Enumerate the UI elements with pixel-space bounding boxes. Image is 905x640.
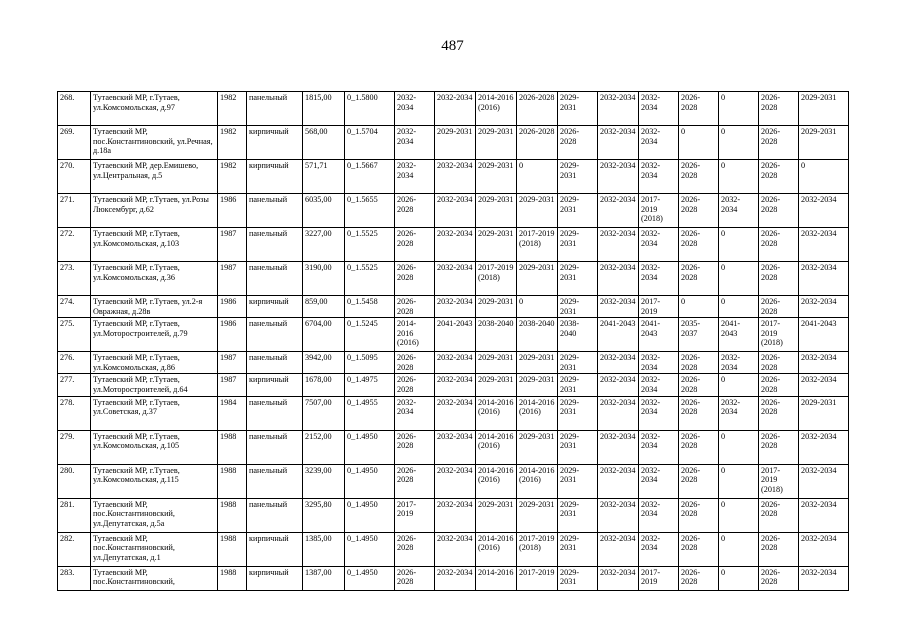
term-8-cell: 0 [679,126,719,160]
term-10-cell: 2026-2028 [759,498,799,532]
area-cell: 2152,00 [303,430,345,464]
term-9-cell: 0 [719,160,759,194]
term-7-cell: 2032-2034 [639,396,679,430]
wall-material-cell: панельный [247,318,303,352]
year-built-cell: 1988 [218,566,247,590]
term-6-cell: 2032-2034 [598,92,639,126]
term-6-cell: 2032-2034 [598,566,639,590]
term-3-cell: 2029-2031 [476,352,517,374]
term-8-cell: 2026-2028 [679,374,719,396]
priority-index-cell: 0_1.4955 [345,396,395,430]
row-number-cell: 280. [58,464,91,498]
term-5-cell: 2029-2031 [558,498,598,532]
term-3-cell: 2029-2031 [476,374,517,396]
wall-material-cell: кирпичный [247,126,303,160]
wall-material-cell: панельный [247,430,303,464]
priority-index-cell: 0_1.5525 [345,262,395,296]
term-1-cell: 2017-2019 [395,498,435,532]
address-cell: Тутаевский МР, г.Тутаев, ул.Комсомольская, д.115 [91,464,218,498]
priority-index-cell: 0_1.5095 [345,352,395,374]
term-6-cell: 2032-2034 [598,160,639,194]
term-6-cell: 2032-2034 [598,352,639,374]
area-cell: 7507,00 [303,396,345,430]
row-number-cell: 282. [58,532,91,566]
term-4-cell: 2026-2028 [517,126,558,160]
term-1-cell: 2032-2034 [395,160,435,194]
area-cell: 3942,00 [303,352,345,374]
term-4-cell: 2029-2031 [517,262,558,296]
term-1-cell: 2032-2034 [395,396,435,430]
wall-material-cell: кирпичный [247,374,303,396]
term-3-cell: 2029-2031 [476,194,517,228]
address-cell: Тутаевский МР, г.Тутаев, ул.Комсомольская, д.36 [91,262,218,296]
term-11-cell: 2041-2043 [799,318,849,352]
term-8-cell: 2026-2028 [679,532,719,566]
term-11-cell: 2032-2034 [799,296,849,318]
term-1-cell: 2026-2028 [395,374,435,396]
term-6-cell: 2032-2034 [598,194,639,228]
row-number-cell: 274. [58,296,91,318]
term-5-cell: 2029-2031 [558,296,598,318]
term-10-cell: 2026-2028 [759,296,799,318]
area-cell: 1385,00 [303,532,345,566]
term-5-cell: 2029-2031 [558,160,598,194]
row-number-cell: 268. [58,92,91,126]
term-3-cell: 2029-2031 [476,228,517,262]
area-cell: 3239,00 [303,464,345,498]
term-3-cell: 2014-2016 (2016) [476,92,517,126]
priority-index-cell: 0_1.4950 [345,498,395,532]
term-9-cell: 2032-2034 [719,352,759,374]
term-5-cell: 2029-2031 [558,396,598,430]
table-row [58,374,849,396]
term-11-cell: 2032-2034 [799,430,849,464]
term-4-cell: 2014-2016 (2016) [517,396,558,430]
row-number-cell: 277. [58,374,91,396]
row-number-cell: 278. [58,396,91,430]
wall-material-cell: панельный [247,92,303,126]
address-cell: Тутаевский МР, пос.Константиновский, ул.Речная, д.18а [91,126,218,160]
row-number-cell: 279. [58,430,91,464]
term-7-cell: 2032-2034 [639,430,679,464]
term-10-cell: 2026-2028 [759,532,799,566]
term-8-cell: 2026-2028 [679,194,719,228]
wall-material-cell: кирпичный [247,532,303,566]
term-9-cell: 0 [719,430,759,464]
wall-material-cell: панельный [247,464,303,498]
term-4-cell: 2014-2016 (2016) [517,464,558,498]
table-row [58,464,849,498]
area-cell: 571,71 [303,160,345,194]
row-number-cell: 276. [58,352,91,374]
term-8-cell: 2026-2028 [679,160,719,194]
term-3-cell: 2029-2031 [476,498,517,532]
term-6-cell: 2032-2034 [598,430,639,464]
term-11-cell: 2029-2031 [799,396,849,430]
term-1-cell: 2026-2028 [395,464,435,498]
term-2-cell: 2032-2034 [435,430,476,464]
year-built-cell: 1987 [218,352,247,374]
term-6-cell: 2041-2043 [598,318,639,352]
term-6-cell: 2032-2034 [598,374,639,396]
row-number-cell: 281. [58,498,91,532]
term-10-cell: 2026-2028 [759,396,799,430]
term-1-cell: 2026-2028 [395,430,435,464]
term-2-cell: 2032-2034 [435,498,476,532]
row-number-cell: 273. [58,262,91,296]
term-4-cell: 2029-2031 [517,430,558,464]
term-7-cell: 2032-2034 [639,498,679,532]
term-5-cell: 2029-2031 [558,374,598,396]
term-10-cell: 2026-2028 [759,160,799,194]
term-8-cell: 2035-2037 [679,318,719,352]
term-1-cell: 2032-2034 [395,92,435,126]
term-1-cell: 2014-2016 (2016) [395,318,435,352]
term-3-cell: 2014-2016 (2016) [476,532,517,566]
area-cell: 3227,00 [303,228,345,262]
term-3-cell: 2029-2031 [476,296,517,318]
area-cell: 1387,00 [303,566,345,590]
term-10-cell: 2026-2028 [759,194,799,228]
term-6-cell: 2032-2034 [598,532,639,566]
priority-index-cell: 0_1.5800 [345,92,395,126]
term-2-cell: 2032-2034 [435,374,476,396]
priority-index-cell: 0_1.5525 [345,228,395,262]
term-11-cell: 2032-2034 [799,464,849,498]
term-2-cell: 2032-2034 [435,296,476,318]
term-11-cell: 2029-2031 [799,92,849,126]
term-11-cell: 2029-2031 [799,126,849,160]
term-9-cell: 0 [719,374,759,396]
area-cell: 859,00 [303,296,345,318]
term-4-cell: 2017-2019 (2018) [517,228,558,262]
term-3-cell: 2014-2016 [476,566,517,590]
term-5-cell: 2029-2031 [558,92,598,126]
term-8-cell: 2026-2028 [679,430,719,464]
term-5-cell: 2026-2028 [558,126,598,160]
term-10-cell: 2017-2019 (2018) [759,318,799,352]
table-row [58,498,849,532]
address-cell: Тутаевский МР, г.Тутаев, ул.Комсомольская, д.105 [91,430,218,464]
term-7-cell: 2032-2034 [639,160,679,194]
term-9-cell: 0 [719,532,759,566]
term-9-cell: 0 [719,498,759,532]
year-built-cell: 1987 [218,374,247,396]
area-cell: 1815,00 [303,92,345,126]
term-4-cell: 2017-2019 [517,566,558,590]
table-row [58,532,849,566]
term-8-cell: 2026-2028 [679,566,719,590]
term-2-cell: 2032-2034 [435,532,476,566]
term-2-cell: 2032-2034 [435,262,476,296]
term-7-cell: 2032-2034 [639,352,679,374]
term-6-cell: 2032-2034 [598,396,639,430]
term-3-cell: 2029-2031 [476,160,517,194]
term-1-cell: 2026-2028 [395,262,435,296]
term-9-cell: 2032-2034 [719,396,759,430]
row-number-cell: 275. [58,318,91,352]
priority-index-cell: 0_1.4975 [345,374,395,396]
term-2-cell: 2029-2031 [435,126,476,160]
term-5-cell: 2029-2031 [558,464,598,498]
table-row [58,194,849,228]
term-7-cell: 2032-2034 [639,262,679,296]
term-2-cell: 2032-2034 [435,566,476,590]
address-cell: Тутаевский МР, пос.Константиновский, ул.Депутатская, д.5а [91,498,218,532]
table-row [58,126,849,160]
table-row [58,566,849,590]
year-built-cell: 1988 [218,498,247,532]
priority-index-cell: 0_1.4950 [345,464,395,498]
year-built-cell: 1987 [218,262,247,296]
table-row [58,430,849,464]
wall-material-cell: кирпичный [247,566,303,590]
term-9-cell: 2032-2034 [719,194,759,228]
term-8-cell: 2026-2028 [679,262,719,296]
term-4-cell: 2029-2031 [517,498,558,532]
term-5-cell: 2029-2031 [558,262,598,296]
term-1-cell: 2026-2028 [395,532,435,566]
term-5-cell: 2029-2031 [558,430,598,464]
term-4-cell: 0 [517,296,558,318]
term-6-cell: 2032-2034 [598,228,639,262]
term-10-cell: 2026-2028 [759,92,799,126]
term-7-cell: 2041-2043 [639,318,679,352]
term-6-cell: 2032-2034 [598,498,639,532]
term-3-cell: 2014-2016 (2016) [476,396,517,430]
term-7-cell: 2032-2034 [639,464,679,498]
term-11-cell: 2032-2034 [799,532,849,566]
term-5-cell: 2029-2031 [558,194,598,228]
table-row [58,318,849,352]
term-1-cell: 2026-2028 [395,228,435,262]
priority-index-cell: 0_1.4950 [345,430,395,464]
priority-index-cell: 0_1.4950 [345,532,395,566]
term-11-cell: 2032-2034 [799,374,849,396]
area-cell: 3190,00 [303,262,345,296]
term-10-cell: 2026-2028 [759,262,799,296]
year-built-cell: 1988 [218,464,247,498]
term-5-cell: 2038-2040 [558,318,598,352]
priority-index-cell: 0_1.5458 [345,296,395,318]
term-9-cell: 0 [719,566,759,590]
term-7-cell: 2032-2034 [639,92,679,126]
term-4-cell: 2029-2031 [517,194,558,228]
term-2-cell: 2032-2034 [435,464,476,498]
term-2-cell: 2032-2034 [435,160,476,194]
term-4-cell: 2038-2040 [517,318,558,352]
area-cell: 568,00 [303,126,345,160]
term-11-cell: 2032-2034 [799,498,849,532]
term-1-cell: 2026-2028 [395,194,435,228]
priority-index-cell: 0_1.5704 [345,126,395,160]
term-11-cell: 0 [799,160,849,194]
table-row [58,228,849,262]
term-4-cell: 2017-2019 (2018) [517,532,558,566]
area-cell: 6704,00 [303,318,345,352]
term-3-cell: 2014-2016 (2016) [476,430,517,464]
area-cell: 6035,00 [303,194,345,228]
table-row [58,262,849,296]
priority-index-cell: 0_1.4950 [345,566,395,590]
term-2-cell: 2032-2034 [435,396,476,430]
address-cell: Тутаевский МР, г.Тутаев, ул.Советская, д.37 [91,396,218,430]
term-7-cell: 2032-2034 [639,374,679,396]
wall-material-cell: панельный [247,352,303,374]
table-row [58,92,849,126]
year-built-cell: 1987 [218,228,247,262]
year-built-cell: 1986 [218,318,247,352]
term-10-cell: 2026-2028 [759,228,799,262]
term-7-cell: 2032-2034 [639,532,679,566]
term-4-cell: 2029-2031 [517,374,558,396]
term-7-cell: 2017-2019 (2018) [639,194,679,228]
wall-material-cell: кирпичный [247,296,303,318]
term-10-cell: 2026-2028 [759,126,799,160]
term-9-cell: 0 [719,126,759,160]
priority-index-cell: 0_1.5245 [345,318,395,352]
term-4-cell: 2026-2028 [517,92,558,126]
year-built-cell: 1988 [218,532,247,566]
address-cell: Тутаевский МР, г.Тутаев, ул.Комсомольская, д.86 [91,352,218,374]
row-number-cell: 269. [58,126,91,160]
term-9-cell: 0 [719,464,759,498]
term-11-cell: 2032-2034 [799,262,849,296]
term-8-cell: 2026-2028 [679,498,719,532]
term-3-cell: 2014-2016 (2016) [476,464,517,498]
term-2-cell: 2032-2034 [435,228,476,262]
address-cell: Тутаевский МР, г.Тутаев, ул.Комсомольская, д.97 [91,92,218,126]
term-10-cell: 2026-2028 [759,352,799,374]
term-6-cell: 2032-2034 [598,464,639,498]
wall-material-cell: панельный [247,396,303,430]
term-2-cell: 2032-2034 [435,194,476,228]
address-cell: Тутаевский МР, г.Тутаев, ул.Моторостроителей, д.64 [91,374,218,396]
row-number-cell: 283. [58,566,91,590]
year-built-cell: 1988 [218,430,247,464]
term-10-cell: 2026-2028 [759,430,799,464]
row-number-cell: 270. [58,160,91,194]
table-row [58,160,849,194]
table-row [58,352,849,374]
term-9-cell: 0 [719,262,759,296]
term-3-cell: 2017-2019 (2018) [476,262,517,296]
term-8-cell: 2026-2028 [679,396,719,430]
term-9-cell: 0 [719,92,759,126]
address-cell: Тутаевский МР, дер.Емишево, ул.Центральная, д.5 [91,160,218,194]
term-3-cell: 2038-2040 [476,318,517,352]
address-cell: Тутаевский МР, г.Тутаев, ул.Комсомольская, д.103 [91,228,218,262]
year-built-cell: 1982 [218,160,247,194]
term-10-cell: 2017-2019 (2018) [759,464,799,498]
term-2-cell: 2032-2034 [435,92,476,126]
year-built-cell: 1986 [218,296,247,318]
term-3-cell: 2029-2031 [476,126,517,160]
priority-index-cell: 0_1.5655 [345,194,395,228]
wall-material-cell: панельный [247,498,303,532]
wall-material-cell: панельный [247,228,303,262]
term-10-cell: 2026-2028 [759,566,799,590]
term-7-cell: 2032-2034 [639,126,679,160]
area-cell: 3295,80 [303,498,345,532]
term-5-cell: 2029-2031 [558,352,598,374]
term-11-cell: 2032-2034 [799,228,849,262]
term-9-cell: 2041-2043 [719,318,759,352]
address-cell: Тутаевский МР, г.Тутаев, ул.Моторостроителей, д.79 [91,318,218,352]
term-9-cell: 0 [719,296,759,318]
year-built-cell: 1982 [218,126,247,160]
term-8-cell: 2026-2028 [679,228,719,262]
term-1-cell: 2032-2034 [395,126,435,160]
page-number: 487 [441,38,464,54]
term-11-cell: 2032-2034 [799,352,849,374]
term-8-cell: 2026-2028 [679,464,719,498]
year-built-cell: 1984 [218,396,247,430]
term-2-cell: 2032-2034 [435,352,476,374]
term-11-cell: 2032-2034 [799,566,849,590]
wall-material-cell: панельный [247,262,303,296]
term-6-cell: 2032-2034 [598,296,639,318]
table-row [58,296,849,318]
year-built-cell: 1986 [218,194,247,228]
term-10-cell: 2026-2028 [759,374,799,396]
term-11-cell: 2032-2034 [799,194,849,228]
term-4-cell: 0 [517,160,558,194]
term-2-cell: 2041-2043 [435,318,476,352]
repair-schedule-table [57,91,849,591]
term-5-cell: 2029-2031 [558,228,598,262]
year-built-cell: 1982 [218,92,247,126]
term-8-cell: 2026-2028 [679,352,719,374]
term-7-cell: 2017-2019 [639,566,679,590]
priority-index-cell: 0_1.5667 [345,160,395,194]
term-5-cell: 2029-2031 [558,566,598,590]
wall-material-cell: панельный [247,194,303,228]
term-9-cell: 0 [719,228,759,262]
term-5-cell: 2029-2031 [558,532,598,566]
address-cell: Тутаевский МР, пос.Константиновский, [91,566,218,590]
area-cell: 1678,00 [303,374,345,396]
address-cell: Тутаевский МР, пос.Константиновский, ул.Депутатская, д.1 [91,532,218,566]
term-1-cell: 2026-2028 [395,352,435,374]
term-1-cell: 2026-2028 [395,296,435,318]
term-7-cell: 2032-2034 [639,228,679,262]
address-cell: Тутаевский МР, г.Тутаев, ул.Розы Люксембург, д.62 [91,194,218,228]
term-8-cell: 2026-2028 [679,92,719,126]
table-row [58,396,849,430]
term-7-cell: 2017-2019 [639,296,679,318]
row-number-cell: 271. [58,194,91,228]
term-8-cell: 0 [679,296,719,318]
wall-material-cell: кирпичный [247,160,303,194]
address-cell: Тутаевский МР, г.Тутаев, ул.2-я Овражная, д.28в [91,296,218,318]
row-number-cell: 272. [58,228,91,262]
term-6-cell: 2032-2034 [598,262,639,296]
term-1-cell: 2026-2028 [395,566,435,590]
term-6-cell: 2032-2034 [598,126,639,160]
term-4-cell: 2029-2031 [517,352,558,374]
